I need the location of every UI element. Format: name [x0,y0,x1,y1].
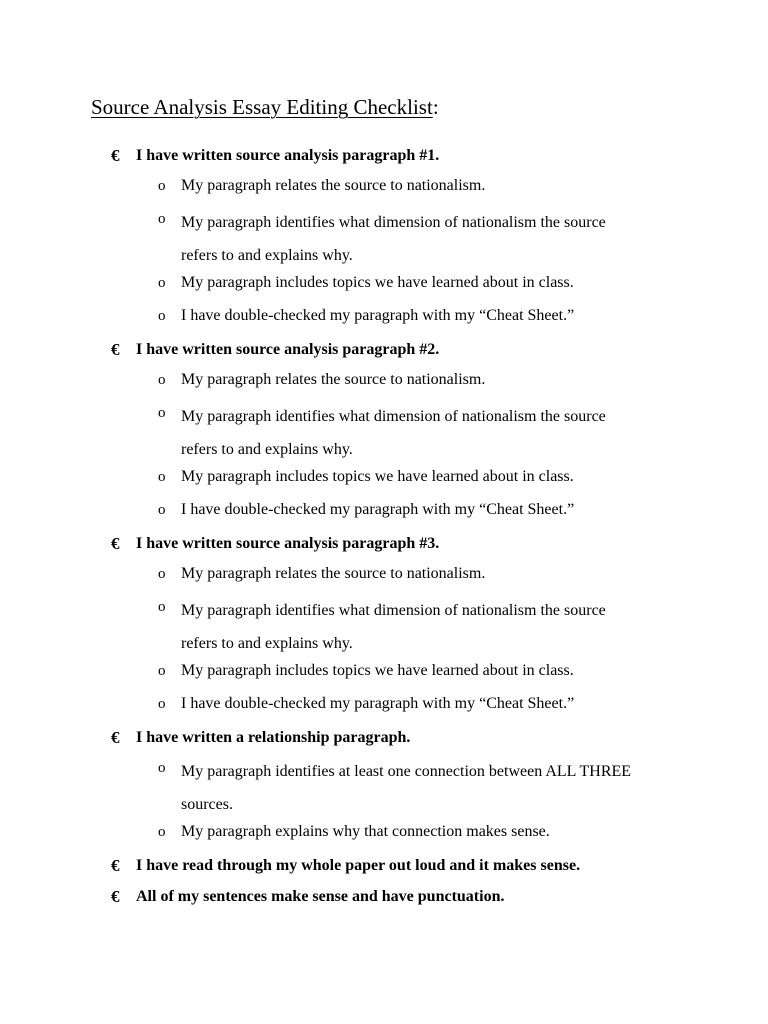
checklist-subitem [0,592,768,656]
checklist-subitem-line: I have double-checked my paragraph with my “Cheat Sheet.” [181,501,575,518]
checklist-item-heading: I have read through my whole paper out loud and it makes sense. [136,857,581,874]
checklist-subitem-line: My paragraph relates the source to nationalism. [181,565,486,582]
checklist-subitem-text [181,594,606,660]
checklist-subitem [0,171,768,204]
checklist-subitem-line: My paragraph includes topics we have learned about in class. [181,662,574,679]
checklist-subitem-line: refers to and explains why. [181,247,353,264]
checklist-subitem [0,817,768,850]
euro-bullet-icon: € [111,146,120,165]
checklist-subitem [0,204,768,268]
checklist-subitem [0,398,768,462]
checklist-subitem-text [181,819,550,845]
circle-bullet-icon: o [158,566,166,582]
circle-bullet-icon: o [158,599,166,615]
checklist-subitem-line: My paragraph identifies what dimension of nationalism the source [181,408,606,425]
circle-bullet-icon: o [158,405,166,421]
checklist-subitem [0,268,768,301]
checklist-subitem [0,301,768,334]
euro-bullet-icon: € [111,534,120,553]
checklist-subitem [0,365,768,398]
circle-bullet-icon: o [158,178,166,194]
checklist-subitem-line: My paragraph identifies what dimension of nationalism the source [181,602,606,619]
checklist-subitem [0,559,768,592]
checklist-subitem-line: refers to and explains why. [181,635,353,652]
circle-bullet-icon: o [158,275,166,291]
euro-bullet-icon: € [111,728,120,747]
checklist-subitem-line: My paragraph identifies at least one connection between ALL THREE [181,763,632,780]
checklist-item-heading: All of my sentences make sense and have punctuation. [136,888,505,905]
checklist-subitem [0,753,768,817]
checklist-item [0,334,768,365]
checklist-subitem-text [181,303,574,329]
checklist-subitem-text [181,400,606,466]
page-title [91,94,439,120]
checklist-item-heading: I have written source analysis paragraph #3. [136,535,440,552]
checklist-subitem-line: My paragraph explains why that connection makes sense. [181,823,550,840]
euro-bullet-icon: € [111,340,120,359]
checklist-subitem-line: My paragraph includes topics we have learned about in class. [181,468,574,485]
checklist-subitem-text [181,270,574,296]
checklist-subitem-text [181,206,606,272]
checklist-subitem-text [181,691,574,717]
checklist-subitem-text [181,658,574,684]
checklist-item [0,850,768,881]
checklist-item-heading: I have written source analysis paragraph #2. [136,341,440,358]
checklist-subitem-text [181,755,631,821]
euro-bullet-icon: € [111,887,120,906]
checklist-subitem-line: sources. [181,796,233,813]
circle-bullet-icon: o [158,824,166,840]
circle-bullet-icon: o [158,502,166,518]
circle-bullet-icon: o [158,663,166,679]
circle-bullet-icon: o [158,469,166,485]
checklist-subitem-text [181,561,485,587]
circle-bullet-icon: o [158,308,166,324]
checklist-subitem-line: My paragraph relates the source to nationalism. [181,371,486,388]
checklist-subitem-text [181,464,574,490]
circle-bullet-icon: o [158,696,166,712]
circle-bullet-icon: o [158,760,166,776]
page-title-colon: : [432,95,439,119]
checklist-subitem-text [181,173,485,199]
euro-bullet-icon: € [111,856,120,875]
checklist-item-heading: I have written a relationship paragraph. [136,729,411,746]
page-title-text: Source Analysis Essay Editing Checklist [91,95,433,119]
checklist [0,140,768,912]
checklist-subitem-line: My paragraph relates the source to nationalism. [181,177,486,194]
checklist-item [0,528,768,559]
circle-bullet-icon: o [158,372,166,388]
checklist-subitem-line: refers to and explains why. [181,441,353,458]
checklist-subitem-line: I have double-checked my paragraph with my “Cheat Sheet.” [181,695,575,712]
checklist-item-heading: I have written source analysis paragraph #1. [136,147,440,164]
checklist-subitem-text [181,367,485,393]
checklist-subitem-text [181,497,574,523]
checklist-subitem [0,462,768,495]
checklist-item [0,881,768,912]
checklist-subitem-line: I have double-checked my paragraph with my “Cheat Sheet.” [181,307,575,324]
checklist-subitem [0,495,768,528]
checklist-subitem-line: My paragraph identifies what dimension of nationalism the source [181,214,606,231]
checklist-subitem [0,656,768,689]
checklist-item [0,140,768,171]
checklist-item [0,722,768,753]
checklist-subitem-line: My paragraph includes topics we have learned about in class. [181,274,574,291]
circle-bullet-icon: o [158,211,166,227]
checklist-subitem [0,689,768,722]
